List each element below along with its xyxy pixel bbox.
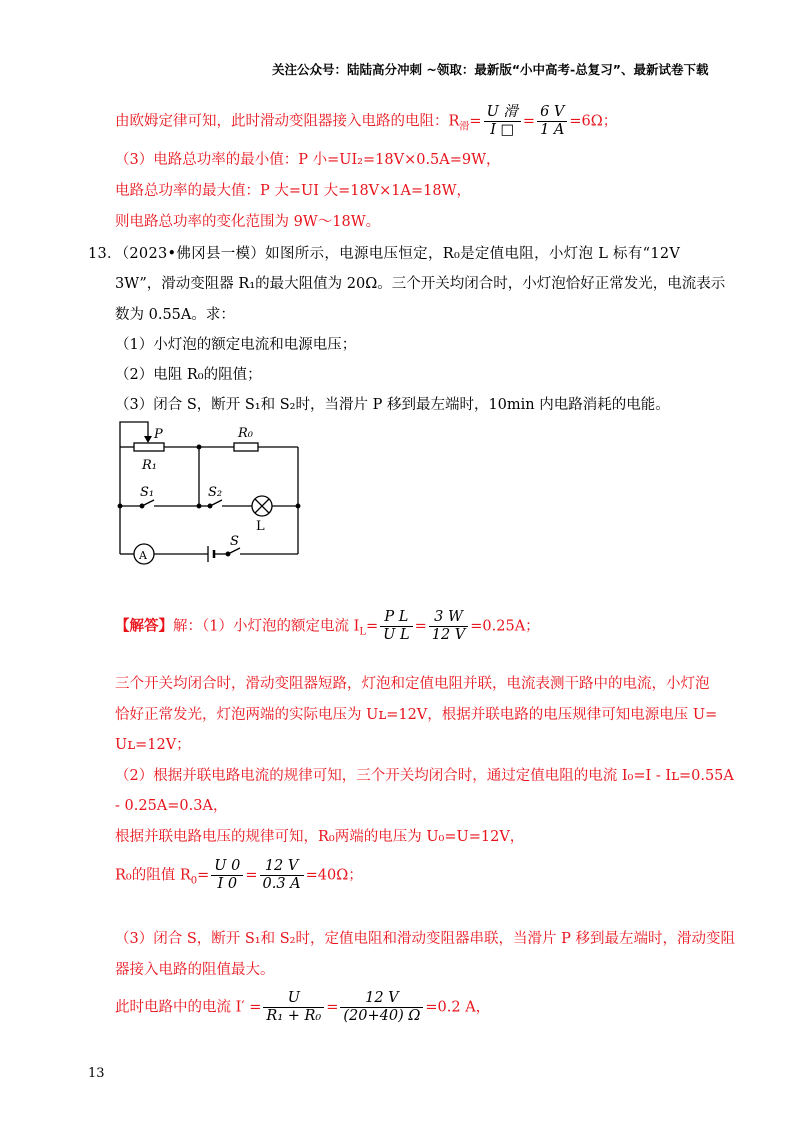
ohm-law-prefix: 由欧姆定律可知，此时滑动变阻器接入电路的电阻：R — [115, 113, 460, 130]
power-range-line: 则电路总功率的变化范围为 9W～18W。 — [115, 214, 381, 230]
answer-line1: 【解答】解：（1）小灯泡的额定电流 $I_L=$ $\frac{\text{P L}}{\text{U L}}$ = $\frac{3 W}{12 V}$ =0.25A； — [115, 609, 540, 643]
label-s1: S₁ — [140, 485, 155, 500]
label-s: S — [230, 534, 239, 549]
ohm-law-line: 由欧姆定律可知，此时滑动变阻器接入电路的电阻：$R_滑=$ $\frac{\text{U 滑}}{I □}$ = $\frac{6 V}{1 A}$ =6Ω； — [115, 104, 618, 138]
resistor-r0 — [234, 443, 258, 451]
answer-line2: 三个开关均闭合时，滑动变阻器短路，灯泡和定值电阻并联，电流表测干路中的电流，小灯泡 — [115, 676, 710, 692]
question-13-line1: 13．（2023•佛冈县一模）如图所示，电源电压恒定，R₀是定值电阻，小灯泡 L 标有“12V — [88, 246, 681, 262]
page-number: 13 — [88, 1066, 105, 1081]
fraction-u0-over-i0: $\frac{U 0}{I 0}$ — [211, 858, 243, 893]
page-header: 关注公众号：陆陆高分冲刺 ~领取：最新版“小中高考-总复习”、最新试卷下载 — [272, 62, 709, 77]
max-power-line: 电路总功率的最大值：P 大=UI 大=18V×1A=18W， — [115, 183, 471, 199]
ohm-law-suffix: =6Ω； — [569, 113, 618, 130]
label-r0: R₀ — [238, 426, 253, 441]
label-l: L — [256, 519, 265, 534]
fraction-pl-over-ul: $\frac{\text{P L}}{\text{U L}}$ — [380, 609, 412, 644]
answer-line11: 此时电路中的电流 I′ = $\frac{U}{\text{R₁ + R₀}}$ = $\frac{12 V}{(20+40) \Omega}$ =0.2 A， — [115, 990, 491, 1024]
rheostat-r1 — [134, 443, 164, 451]
circuit-diagram — [110, 418, 310, 578]
label-s2: S₂ — [208, 485, 223, 500]
question-13-sub3: （3）闭合 S，断开 S₁和 S₂时，当滑片 P 移到最左端时，10min 内电路消耗的电能。 — [115, 397, 670, 413]
answer-line5: （2）根据并联电路电流的规律可知，三个开关均闭合时，通过定值电阻的电流 I₀=I - Iʟ=0.55A — [115, 768, 734, 784]
slider-arrow-icon — [144, 436, 152, 443]
answer-line7: 根据并联电路电压的规律可知，R₀两端的电压为 U₀=U=12V， — [115, 829, 525, 845]
question-13-sub2: （2）电阻 R₀的阻值； — [115, 367, 262, 383]
answer-tag: 【解答】 — [115, 617, 173, 635]
fraction-3w-over-12v: $\frac{3 W}{12 V}$ — [429, 609, 469, 644]
label-r1: R₁ — [142, 458, 157, 473]
label-a: A — [139, 549, 147, 562]
answer-line9: （3）闭合 S，断开 S₁和 S₂时，定值电阻和滑动变阻器串联，当滑片 P 移到最左端时，滑动变阻 — [115, 931, 735, 947]
min-power-line: （3）电路总功率的最小值：P 小=UI₂=18V×0.5A=9W， — [115, 152, 501, 168]
label-p: P — [154, 427, 163, 442]
ohm-law-sub: 滑 — [459, 121, 470, 133]
fraction-6v-over-1a: $\frac{6 V}{1 A}$ — [537, 104, 567, 139]
answer-line6: - 0.25A=0.3A， — [115, 798, 228, 814]
question-13-sub1: （1）小灯泡的额定电流和电源电压； — [115, 337, 357, 353]
answer-line8: R₀的阻值 $R_0=$ $\frac{U 0}{I 0}$ = $\frac{12 V}{0.3 A}$ =40Ω； — [115, 858, 363, 892]
question-13-line2: 3W”，滑动变阻器 R₁的最大阻值为 20Ω。三个开关均闭合时，小灯泡恰好正常发光，电流表示 — [115, 276, 726, 292]
question-13-line3: 数为 0.55A。求： — [115, 307, 235, 323]
answer-line4: Uʟ=12V； — [115, 737, 191, 753]
fraction-u-over-i: $\frac{\text{U 滑}}{I □}$ — [484, 104, 521, 139]
answer-line10: 器接入电路的阻值最大。 — [115, 962, 275, 978]
fraction-u-over-r1r0: $\frac{U}{\text{R₁ + R₀}}$ — [263, 990, 324, 1025]
fraction-12v-over-03a: $\frac{12 V}{0.3 A}$ — [260, 858, 304, 893]
fraction-12v-over-60ohm: $\frac{12 V}{(20+40) \Omega}$ — [340, 990, 423, 1025]
answer-line3: 恰好正常发光，灯泡两端的实际电压为 Uʟ=12V，根据并联电路的电压规律可知电源电压 U= — [115, 707, 718, 723]
